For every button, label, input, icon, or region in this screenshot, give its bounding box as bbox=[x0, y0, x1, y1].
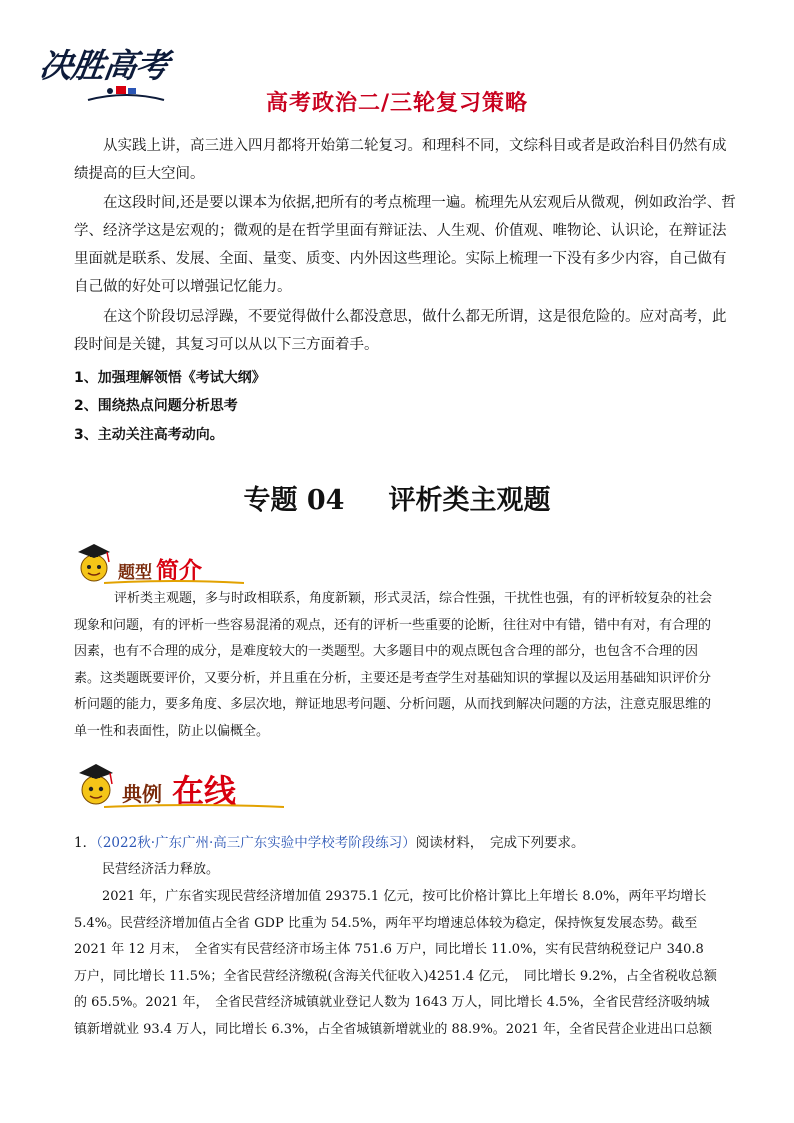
material-text: 2021 年，广东省实现民营经济增加值 29375.1 亿元，按可比价格计算比上年增长 8.0%，两年平均增长 5.4%。民营经济增加值占全省 GDP 比重为 54.5%，两年平均增速总体较为稳定，保持恢复发展态势。截至 2021 年 12 月末， 全省实有民营经济市场主体 751.6 万户，同比增长 11.0%，实有民营纳税登记户 340.8 万户，同比增长 11.5%；全省民营经济缴税(含海关代征收入)4251.4 亿元， 同比增长 9.2%，占全省税收总额的 65.5%。2021 年， 全省民营经济城镇就业登记人数为 1643 万人，同比增长 4.5%，全省民营经济吸纳城镇新增就业 93.4 万人，同比增长 6.3%，占全省城镇新增就业的 88.9%。2021 年，全省民营企业进出口总额 bbox=[74, 889, 717, 1037]
section-banner-examples bbox=[74, 760, 274, 808]
intro-paragraph-1: 从实践上讲，高三进入四月都将开始第二轮复习。和理科不同，文综科目或者是政治科目仍然有成绩提高的巨大空间。 bbox=[74, 138, 727, 182]
section-intro-text: 评析类主观题，多与时政相联系，角度新颖，形式灵活，综合性强，干扰性也强，有的评析较复杂的社会现象和问题，有的评析一些容易混淆的观点，还有的评析一些重要的论断，往往对中有错，错中有对，有合理的因素，也有不合理的成分，是难度较大的一类题型。大多题目中的观点既包含合理的部分，也包含不合理的因素。这类题既要评价，又要分析，并且重在分析，主要还是考查学生对基础知识的掌握以及运用基础知识评价分析问题的能力，要多角度、多层次地，辩证地思考问题、分析问题，从而找到解决问题的方法，注意克服思维的单一性和表面性，防止以偏概全。 bbox=[74, 591, 713, 739]
banner-label-a: 题型 bbox=[118, 563, 152, 583]
intro-point-2: 2、围绕热点问题分析思考 bbox=[74, 398, 238, 414]
intro-paragraph-3: 在这个阶段切忌浮躁，不要觉得做什么都没意思，做什么都无所谓，这是很危险的。应对高考，此段时间是关键，其复习可以从以下三方面着手。 bbox=[74, 309, 727, 353]
page-title: 高考政治二/三轮复习策略 bbox=[265, 91, 529, 116]
banner-label-b: 简介 bbox=[156, 557, 202, 584]
question-number: 1． bbox=[74, 835, 97, 851]
question-source: （2022秋·广东广州·高三广东实验中学校考阶段练习） bbox=[96, 835, 416, 851]
graduate-emoji-icon bbox=[74, 760, 118, 810]
topic-name: 评析类主观题 bbox=[388, 485, 551, 516]
banner-underline bbox=[104, 804, 284, 810]
material-lead: 民营经济活力释放。 bbox=[102, 862, 220, 877]
banner-label-a: 典例 bbox=[122, 782, 162, 806]
topic-heading bbox=[0, 478, 794, 517]
logo-text: 决胜高考 bbox=[36, 46, 171, 85]
intro-point-3: 3、主动关注高考动向。 bbox=[74, 427, 224, 443]
intro-point-1: 1、加强理解领悟《考试大纲》 bbox=[74, 370, 266, 386]
intro-paragraph-2: 在这段时间,还是要以课本为依据,把所有的考点梳理一遍。梳理先从宏观后从微观，例如政治学、哲学、经济学这是宏观的；微观的是在哲学里面有辩证法、人生观、价值观、唯物论、认识论，在辩证法里面就是联系、发展、全面、量变、质变、内外因这些理论。实际上梳理一下没有多少内容，自己做有自己做的好处可以增强记忆能力。 bbox=[74, 195, 736, 295]
topic-number: 专题 04 bbox=[243, 485, 345, 516]
banner-label-b: 在线 bbox=[172, 772, 237, 810]
question-header bbox=[74, 831, 585, 851]
question-instruction: 阅读材料， 完成下列要求。 bbox=[415, 835, 585, 851]
section-banner-intro bbox=[74, 540, 214, 588]
